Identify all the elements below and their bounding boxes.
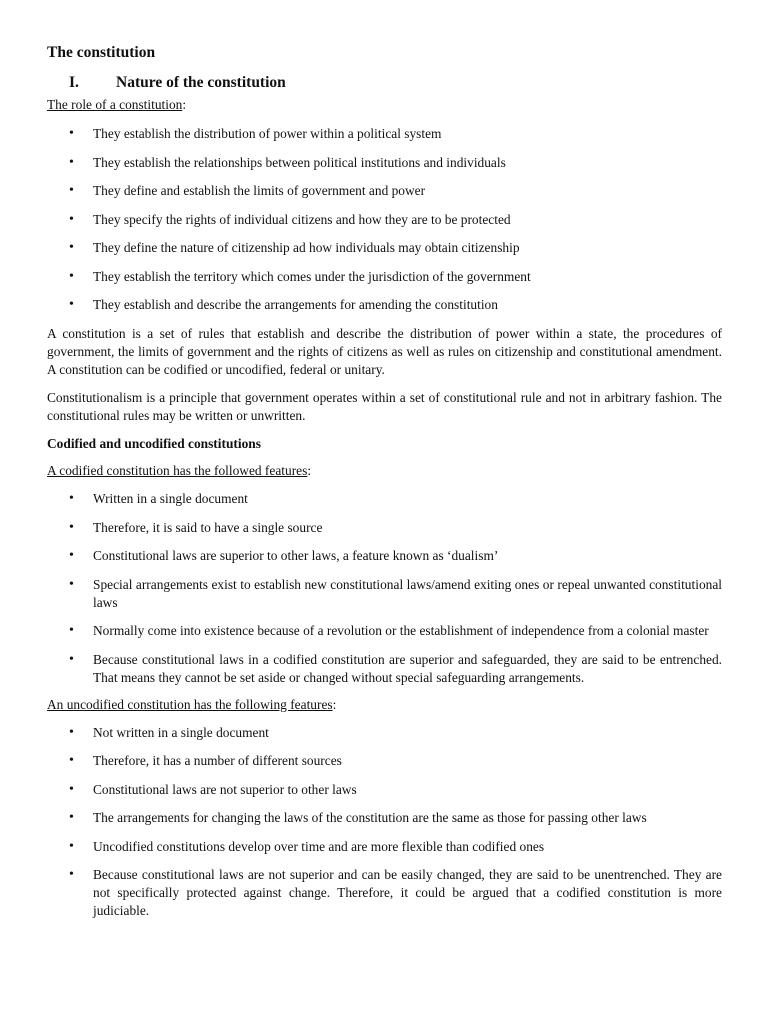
- list-item: • Because constitutional laws in a codified constitution are superior and safeguarded, they are said to be entrenched. That means they cannot be set aside or changed without special safeguarding arrangements.: [47, 651, 722, 687]
- list-item: • They define the nature of citizenship ad how individuals may obtain citizenship: [47, 239, 722, 257]
- document-page: [47, 42, 722, 920]
- list-item: • Special arrangements exist to establish new constitutional laws/amend exiting ones or repeal unwanted constitutional laws: [47, 576, 722, 612]
- list-item: • They establish the distribution of power within a political system: [47, 125, 722, 143]
- uncodified-intro-label: An uncodified constitution has the following features: [47, 696, 333, 712]
- section-title: Nature of the constitution: [116, 74, 286, 91]
- document-title: The constitution: [47, 44, 156, 61]
- list-item: • Written in a single document: [47, 490, 722, 508]
- role-list: [47, 125, 722, 314]
- uncodified-list: [47, 724, 722, 921]
- list-item: • Constitutional laws are superior to other laws, a feature known as ‘dualism’: [47, 547, 722, 565]
- list-item: • They establish and describe the arrangements for amending the constitution: [47, 296, 722, 314]
- list-item: • Therefore, it has a number of different sources: [47, 752, 722, 770]
- list-item: • They establish the territory which comes under the jurisdiction of the government: [47, 268, 722, 286]
- constitutionalism-paragraph: Constitutionalism is a principle that government operates within a set of constitutional rule and not in arbitrary fashion. The constitutional rules may be written or unwritten.: [47, 390, 722, 423]
- list-item: • The arrangements for changing the laws of the constitution are the same as those for passing other laws: [47, 809, 722, 827]
- codified-heading: Codified and uncodified constitutions: [47, 436, 261, 451]
- list-item: • Not written in a single document: [47, 724, 722, 742]
- list-item: • Therefore, it is said to have a single source: [47, 519, 722, 537]
- list-item: • They define and establish the limits of government and power: [47, 182, 722, 200]
- list-item: • Normally come into existence because of a revolution or the establishment of independence from a colonial master: [47, 622, 722, 640]
- codified-intro: [47, 462, 722, 480]
- list-item: • Constitutional laws are not superior to other laws: [47, 781, 722, 799]
- section-heading: [47, 72, 722, 94]
- list-item: • They specify the rights of individual citizens and how they are to be protected: [47, 211, 722, 229]
- role-intro: [47, 96, 722, 114]
- list-item: • Because constitutional laws are not superior and can be easily changed, they are said to be unentrenched. They are not specifically protected against change. Therefore, it could be argued that a codified constitution is more judiciable.: [47, 866, 722, 920]
- section-number: I.: [69, 74, 79, 91]
- role-intro-label: The role of a constitution: [47, 97, 183, 112]
- uncodified-intro: [47, 696, 722, 714]
- list-item: • Uncodified constitutions develop over time and are more flexible than codified ones: [47, 838, 722, 856]
- codified-intro-colon: :: [307, 463, 312, 478]
- codified-intro-label: A codified constitution has the followed features: [47, 463, 308, 478]
- uncodified-intro-colon: :: [332, 696, 337, 712]
- codified-list: [47, 490, 722, 687]
- role-intro-colon: :: [182, 97, 187, 112]
- list-item: • They establish the relationships between political institutions and individuals: [47, 154, 722, 172]
- constitution-paragraph: A constitution is a set of rules that establish and describe the distribution of power within a state, the procedures of government, the limits of government and the rights of citizens as well as rules on citizenship and constitutional amendment. A constitution can be codified or uncodified, federal or unitary.: [47, 326, 722, 377]
